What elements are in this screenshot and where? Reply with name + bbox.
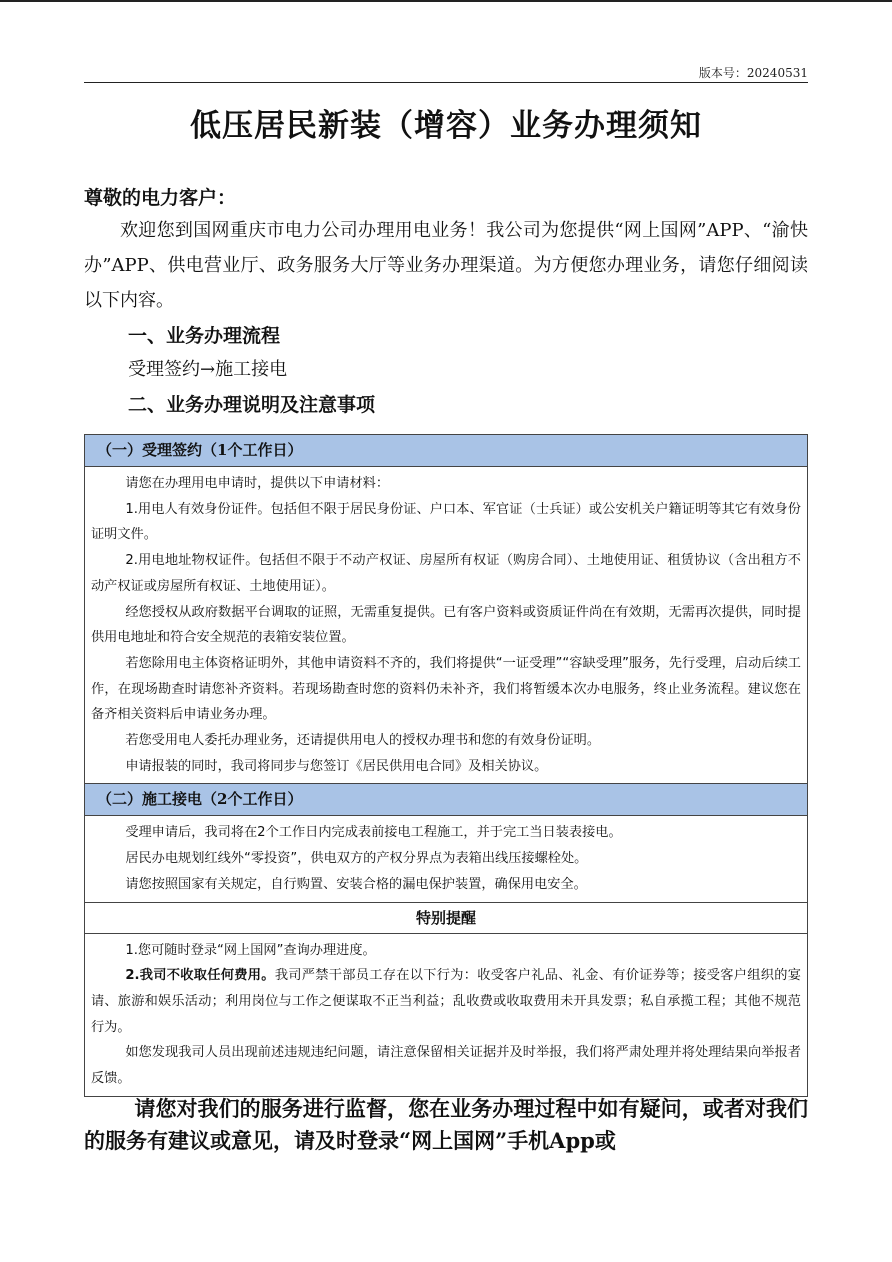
part-2-paragraph: 请您按照国家有关规定，自行购置、安装合格的漏电保护装置，确保用电安全。 bbox=[125, 876, 587, 892]
version-number: 版本号：20240531 bbox=[698, 66, 808, 80]
process-flow: 受理签约→施工接电 bbox=[128, 359, 288, 380]
reminder-item-2 bbox=[91, 963, 801, 1040]
part-2-paragraph: 居民办电规划红线外“零投资”，供电双方的产权分界点为表箱出线压接螺栓处。 bbox=[125, 851, 588, 867]
reminder-item-2-bold: 2.我司不收取任何费用。 bbox=[125, 968, 275, 984]
part-1-header: （一）受理签约（1个工作日） bbox=[85, 435, 807, 467]
part-1-paragraph: 1.用电人有效身份证件。包括但不限于居民身份证、户口本、军官证（士兵证）或公安机关户籍证明等其它有效身份证明文件。 bbox=[91, 501, 801, 543]
section-2-heading: 二、业务办理说明及注意事项 bbox=[128, 394, 376, 416]
part-2-body bbox=[85, 816, 807, 901]
page-title: 低压居民新装（增容）业务办理须知 bbox=[190, 108, 702, 144]
part-1-paragraph: 2.用电地址物权证件。包括但不限于不动产权证、房屋所有权证（购房合同）、土地使用证、租赁协议（含出租方不动产权证或房屋所有权证、土地使用证）。 bbox=[91, 553, 801, 594]
special-reminder-header: 特别提醒 bbox=[85, 902, 807, 934]
header-divider bbox=[84, 82, 808, 83]
notice-table bbox=[84, 434, 808, 1097]
part-1-paragraph: 请您在办理用电申请时，提供以下申请材料： bbox=[125, 476, 390, 491]
reminder-item-2-rest: 我司严禁干部员工存在以下行为：收受客户礼品、礼金、有价证券等；接受客户组织的宴请、旅游和娱乐活动；利用岗位与工作之便谋取不正当利益；乱收费或收取费用未开具发票；私自承揽工程；其他不规范行为。 bbox=[91, 968, 801, 1035]
part-1-paragraph: 申请报装的同时，我司将同步与您签订《居民供用电合同》及相关协议。 bbox=[125, 758, 548, 774]
part-1-body bbox=[85, 467, 807, 783]
reminder-item-3: 如您发现我司人员出现前述违规违纪问题，请注意保留相关证据并及时举报，我们将严肃处理并将处理结果向举报者反馈。 bbox=[91, 1045, 801, 1087]
part-2-paragraph: 受理申请后，我司将在2个工作日内完成表前接电工程施工，并于完工当日装表接电。 bbox=[125, 825, 622, 841]
special-reminder-body bbox=[85, 934, 807, 1096]
page-top-border bbox=[0, 0, 892, 2]
closing-paragraph: 请您对我们的服务进行监督，您在业务办理过程中如有疑问，或者对我们的服务有建议或意见，请及时登录“网上国网”手机App或 bbox=[84, 1096, 808, 1153]
part-1-paragraph: 若您除用电主体资格证明外，其他申请资料不齐的，我们将提供“一证受理”“容缺受理”服务，先行受理，启动后续工作，在现场勘查时请您补齐资料。若现场勘查时您的资料仍未补齐，我们将暂缓本次办电服务，终止业务流程。建议您在备齐相关资料后申请业务办理。 bbox=[91, 655, 801, 723]
part-1-paragraph: 若您受用电人委托办理业务，还请提供用电人的授权办理书和您的有效身份证明。 bbox=[125, 733, 601, 749]
section-1-heading: 一、业务办理流程 bbox=[128, 325, 281, 347]
part-1-paragraph: 经您授权从政府数据平台调取的证照，无需重复提供。已有客户资料或资质证件尚在有效期，无需再次提供，同时提供用电地址和符合安全规范的表箱安装位置。 bbox=[91, 604, 801, 646]
greeting: 尊敬的电力客户： bbox=[84, 187, 237, 209]
intro-paragraph: 欢迎您到国网重庆市电力公司办理用电业务！我公司为您提供“网上国网”APP、“渝快办”APP、供电营业厅、政务服务大厅等业务办理渠道。为方便您办理业务，请您仔细阅读以下内容。 bbox=[84, 220, 808, 311]
reminder-item-1: 1.您可随时登录“网上国网”查询办理进度。 bbox=[125, 942, 376, 958]
part-2-header: （二）施工接电（2个工作日） bbox=[85, 783, 807, 816]
